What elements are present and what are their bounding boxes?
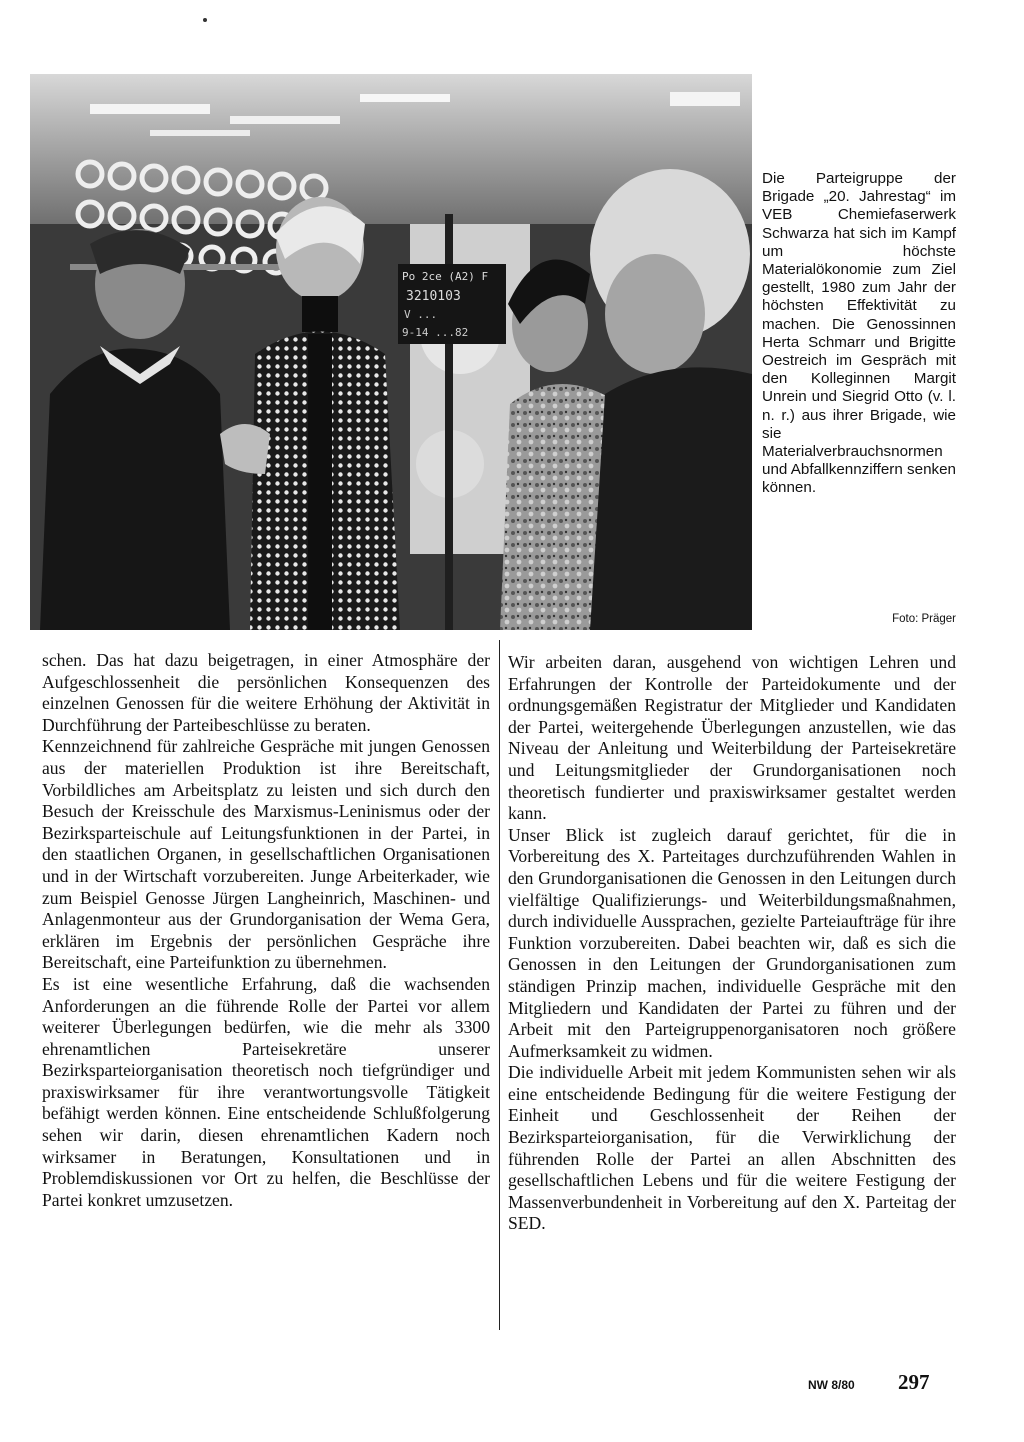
board-line-3: V ... bbox=[404, 308, 438, 321]
board-line-1: Po 2ce (A2) F bbox=[402, 270, 489, 283]
issue-label: NW 8/80 bbox=[808, 1378, 855, 1392]
photo-credit: Foto: Präger bbox=[892, 613, 956, 625]
paragraph: Es ist eine wesentliche Erfahrung, daß die wachsenden Anforderungen an die führende Rolle der Partei vor allem weiterer Überlegungen bedürfen, wie die mehr als 3300 ehrenamtlichen Parteisekretäre unserer Bezirksparteiorganisation theoretisch noch tiefgründiger und praxiswirksamer für ihre verantwortungsvolle Tätigkeit befähigt werden können. Eine entscheidende Schlußfolgerung sehen wir darin, diesen ehrenamtlichen Kadern noch wirksamer in Beratungen, Konsultationen und in Problemdiskussionen vor Ort zu helfen, die Beschlüsse der Partei konkret umzusetzen. bbox=[42, 973, 490, 1210]
photo-caption: Die Parteigruppe der Brigade „20. Jahrestag“ im VEB Chemiefaserwerk Schwarza hat sich im Kampf um höchste Materialökonomie zum Ziel gestellt, 1980 zum Jahr der höchsten Effektivität zu machen. Die Genossinnen Herta Schmarr und Brigitte Oestreich im Gespräch mit den Kolleginnen Margit Unrein und Siegrid Otto (v. l. n. r.) aus ihrer Brigade, wie sie Materialverbrauchsnormen und Abfallkennziffern senken können. bbox=[762, 170, 956, 497]
photo-women-in-factory bbox=[30, 74, 752, 630]
stray-mark bbox=[203, 18, 207, 22]
paragraph: Die individuelle Arbeit mit jedem Kommunisten sehen wir als eine entscheidende Bedingung für die weitere Festigung der Einheit und Geschlossenheit der Reihen der Bezirksparteiorganisation, für die Verwirklichung der führenden Rolle der Partei an allen Abschnitten des gesellschaftlichen Lebens und für die weitere Festigung der Massenverbundenheit in Vorbereitung auf den X. Parteitag der SED. bbox=[508, 1062, 956, 1234]
paragraph: Unser Blick ist zugleich darauf gerichtet, für die in Vorbereitung des X. Parteitages durchzuführenden Wahlen in den Grundorganisationen die Genossen in den Leitungen durch vielfältige Qualifizierungs- und Weiterbildungsmaßnahmen, durch individuelle Aussprachen, gezielte Parteiaufträge für ihre Funktion vorzubereiten. Dabei beachten wir, daß es sich die Genossen in den Leitungen der Grundorganisationen zum ständigen Prinzip machen, individuelle Gespräche mit den Mitgliedern und Kandidaten der Partei zu führen und der Arbeit mit den Parteigruppenorganisatoren noch größere Aufmerksamkeit zu widmen. bbox=[508, 824, 956, 1061]
paragraph: Kennzeichnend für zahlreiche Gespräche mit jungen Genossen aus der materiellen Produktion ist ihre Bereitschaft, Vorbildliches am Arbeitsplatz zu leisten und sich durch den Besuch der Kreisschule des Marxismus-Leninismus oder der Bezirksparteischule auf Leitungsfunktionen in der Partei, in den staatlichen Organen, in gesellschaftlichen Organisationen und in der Wirtschaft vorzubereiten. Junge Arbeiterkader, wie zum Beispiel Genosse Jürgen Langheinrich, Maschinen- und Anlagenmonteur aus der Grundorganisation der Wema Gera, erklären im Ergebnis der persönlichen Gespräche ihre Bereitschaft, eine Parteifunktion zu übernehmen. bbox=[42, 736, 490, 973]
paragraph: schen. Das hat dazu beigetragen, in einer Atmosphäre der Aufgeschlossenheit die persönlichen Konsequenzen des einzelnen Genossen für die weitere Erhöhung der Aktivität in Durchführung der Parteibeschlüsse zu beraten. bbox=[42, 650, 490, 735]
article-column-right bbox=[508, 652, 956, 1235]
column-divider bbox=[499, 640, 500, 1330]
chalkboard-sign bbox=[398, 264, 506, 344]
photo-illustration bbox=[30, 74, 752, 630]
paragraph: Wir arbeiten daran, ausgehend von wichtigen Lehren und Erfahrungen der Kontrolle der Parteidokumente und der ordnungsgemäßen Registratur der Mitglieder und Kandidaten der Partei, weitergehende Überlegungen anzustellen, wie das Niveau der Anleitung und Weiterbildung der Parteisekretäre und Leitungsmitglieder der Grundorganisationen noch theoretisch fundierter und praxiswirksamer gestaltet werden kann. bbox=[508, 652, 956, 824]
board-line-4: 9-14 ...82 bbox=[402, 326, 469, 339]
page-number: 297 bbox=[898, 1370, 930, 1394]
article-column-left bbox=[42, 650, 490, 1211]
woman-right bbox=[590, 169, 752, 630]
board-line-2: 3210103 bbox=[406, 289, 461, 304]
